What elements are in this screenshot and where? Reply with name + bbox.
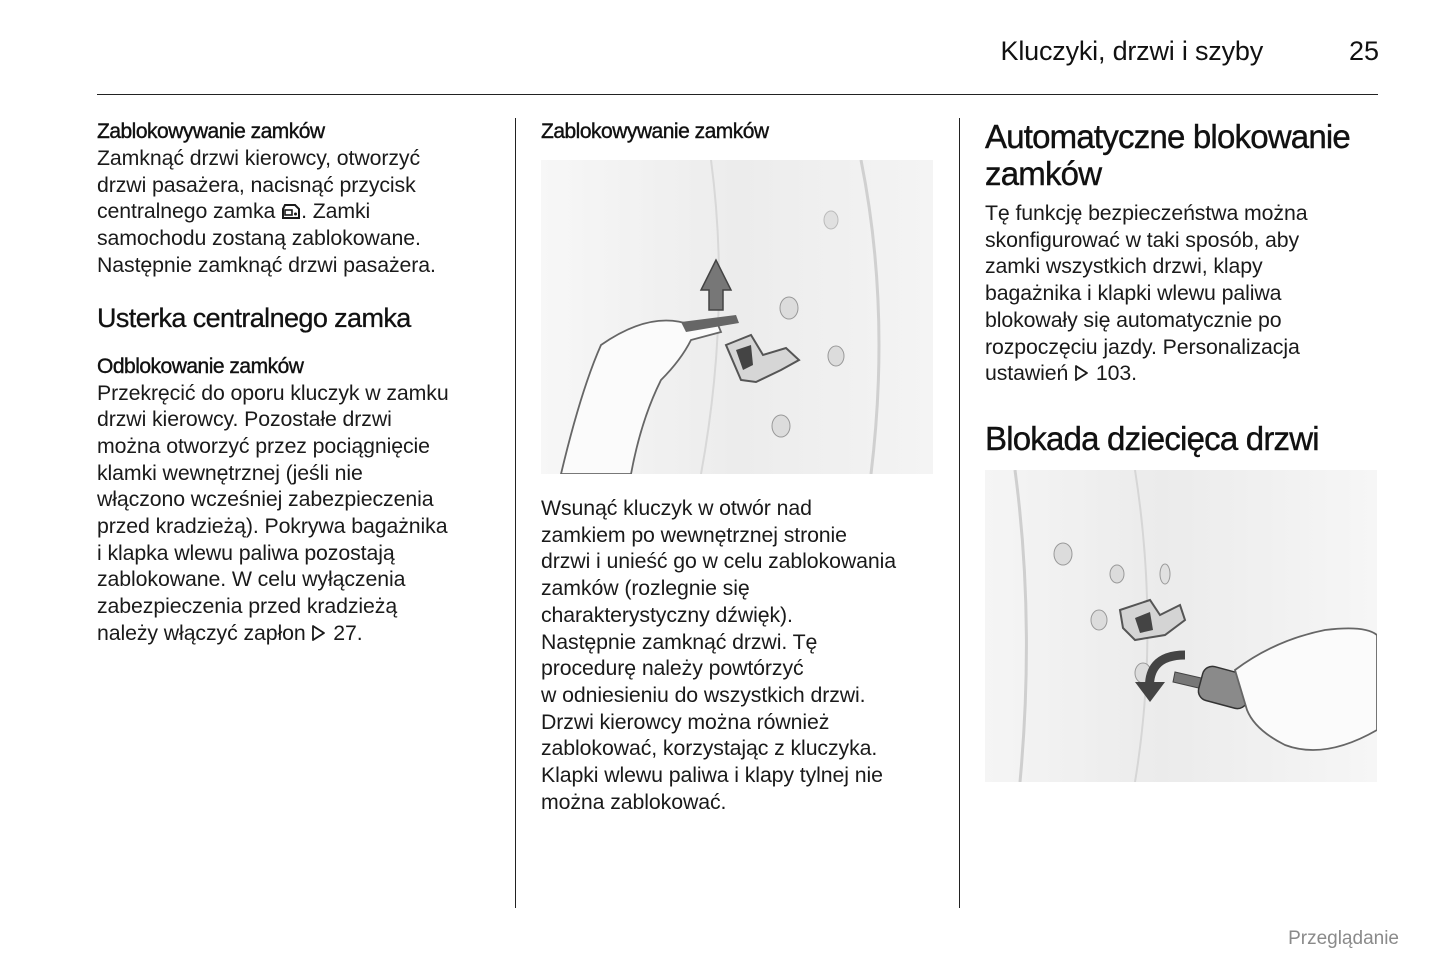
subheading-locking-2: Zablokowywanie zamków bbox=[541, 120, 769, 143]
page-reference-103[interactable]: 103 bbox=[1095, 361, 1132, 386]
key-in-door-lock-illustration bbox=[541, 160, 933, 474]
car-lock-button-icon bbox=[281, 202, 301, 220]
column-2 bbox=[541, 118, 941, 145]
heading-automatic-locking: Automatyczne blokowanie zamków bbox=[985, 118, 1350, 192]
column-1 bbox=[97, 118, 497, 647]
header-rule bbox=[97, 94, 1378, 95]
paragraph-unlocking: Przekręcić do oporu kluczyk w zamku drzwi kierowcy. Pozostałe drzwi można otworzyć przez pociągnięcie klamki wewnętrznej (jeśli nie włączono wcześniej zabezpieczenia przed kradzieżą). Pokrywa bagażnika i klapka wlewu paliwa pozostają zablokowane. W celu wyłączenia zabezpieczenia przed kradzieżą należy włączyć zapłon 27. bbox=[97, 380, 449, 645]
column-3 bbox=[985, 118, 1385, 457]
heading-child-lock: Blokada dziecięca drzwi bbox=[985, 419, 1319, 457]
browse-link[interactable]: Przeglądanie bbox=[1288, 928, 1399, 949]
section-title: Kluczyki, drzwi i szyby bbox=[1000, 36, 1263, 66]
heading-central-lock-fault: Usterka centralnego zamka bbox=[97, 302, 411, 333]
paragraph-locking: Zamknąć drzwi kierowcy, otworzyć drzwi pasażera, nacisnąć przycisk centralnego zamka . Zamki samochodu zostaną zablokowane. Następnie zamknąć drzwi pasażera. bbox=[97, 146, 436, 277]
cross-reference-arrow-icon[interactable] bbox=[1074, 364, 1090, 382]
subheading-locking: Zablokowywanie zamków bbox=[97, 120, 325, 143]
page-reference-27[interactable]: 27 bbox=[333, 620, 357, 645]
child-lock-key-illustration bbox=[985, 470, 1377, 782]
page-number: 25 bbox=[1348, 36, 1379, 66]
column-divider-2 bbox=[959, 118, 960, 908]
cross-reference-arrow-icon[interactable] bbox=[311, 624, 327, 642]
subheading-unlocking: Odblokowanie zamków bbox=[97, 354, 304, 378]
column-divider-1 bbox=[515, 118, 516, 908]
paragraph-key-locking: Wsunąć kluczyk w otwór nad zamkiem po wewnętrznej stronie drzwi i unieść go w celu zablokowania zamków (rozlegnie się charakterystyczny dźwięk). Następnie zamknąć drzwi. Tę procedurę należy powtórzyć w odniesieniu do wszystkich drzwi. Drzwi kierowcy można również zablokować, korzystając z kluczyka. Klapki wlewu paliwa i klapy tylnej nie można zablokować. bbox=[541, 496, 896, 814]
column-2-text bbox=[541, 495, 941, 815]
paragraph-automatic-locking: Tę funkcję bezpieczeństwa można skonfigurować w taki sposób, aby zamki wszystkich drzwi, klapy bagażnika i klapki wlewu paliwa blokowały się automatycznie po rozpoczęciu jazdy. Personalizacja ustawień 103. bbox=[985, 201, 1308, 386]
